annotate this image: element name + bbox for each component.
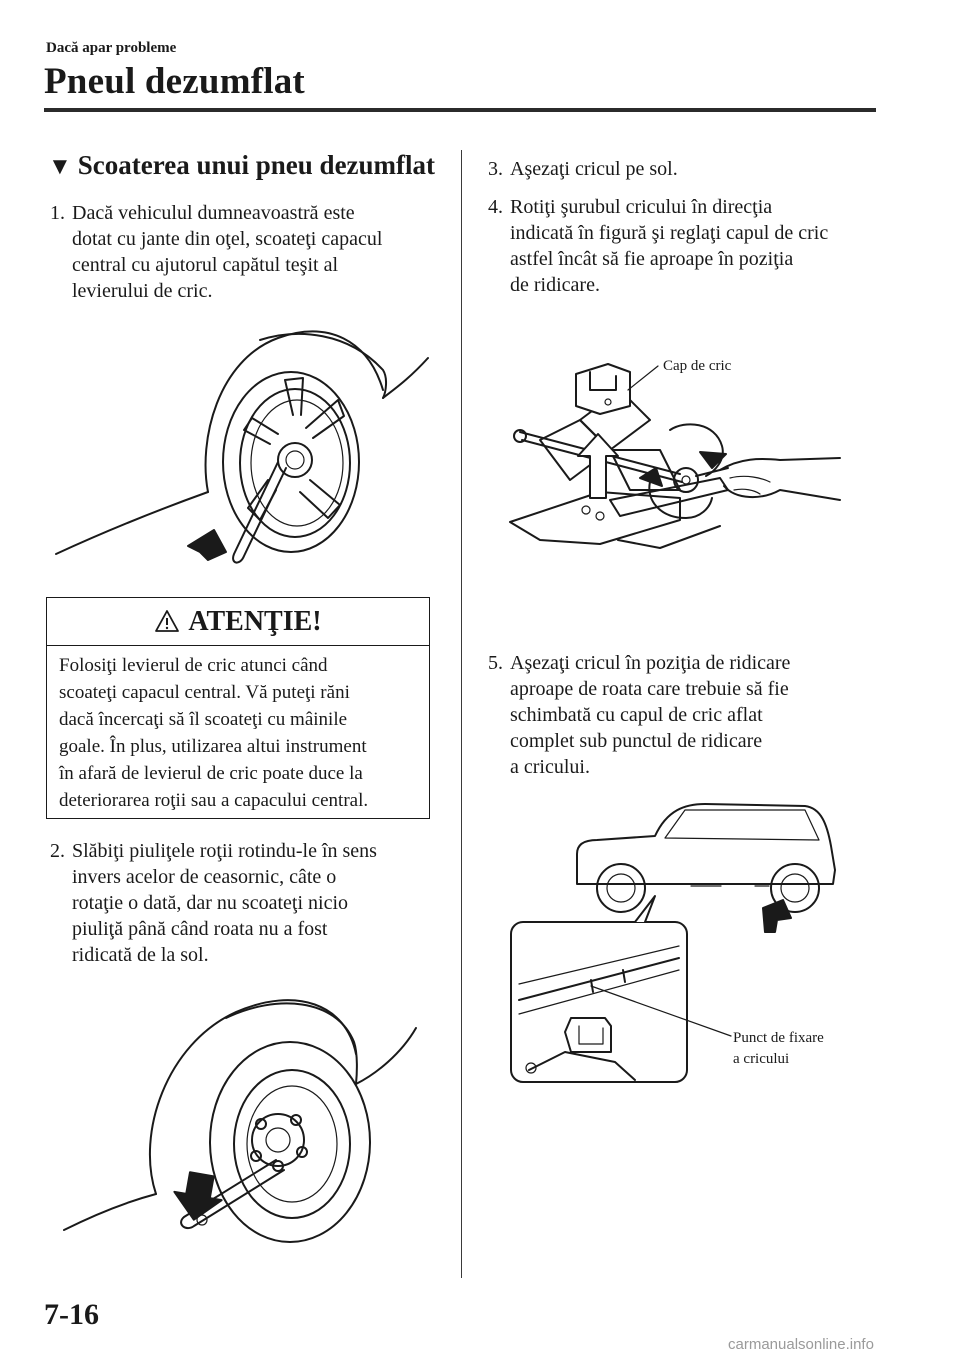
watermark: carmanualsonline.info xyxy=(728,1336,874,1353)
jack-head-callout: Cap de cric xyxy=(663,358,732,374)
hubcap-removal-illustration xyxy=(48,320,438,580)
step-text: Rotiţi şurubul cricului în direcţia indicată în figură şi reglaţi capul de cric astfel încât să fie aproape în poziţia de ridicare. xyxy=(510,196,829,296)
step-number: 3. xyxy=(488,158,503,180)
step-number: 2. xyxy=(50,840,65,862)
page-number: 7-16 xyxy=(44,1298,99,1331)
scissor-jack-illustration xyxy=(500,350,860,570)
warning-text: Folosiţi levierul de cric atunci când scoateţi capacul central. Vă puteţi răni dacă încercaţi să îl scoateţi cu mâinile goale. În plus, utilizarea altui instrument în afară de levierul de cric poate duce la deteriorarea roţii sau a capacului central. xyxy=(59,655,369,811)
step-4 xyxy=(488,194,888,304)
step-2 xyxy=(50,838,450,973)
step-3 xyxy=(488,156,888,184)
step-number: 4. xyxy=(488,196,503,218)
step-text: Dacă vehiculul dumneavoastră este dotat cu jante din oţel, scoateţi capacul central cu ajutorul capătul teşit al levierului de cric. xyxy=(72,202,383,302)
triangle-marker-icon: ▼ xyxy=(48,154,72,180)
section-heading-text: Scoaterea unui pneu dezumflat xyxy=(77,150,436,180)
page-title: Pneul dezumflat xyxy=(44,61,305,102)
step-text: Aşezaţi cricul pe sol. xyxy=(510,158,678,180)
step-text: Slăbiţi piuliţele roţii rotindu-le în sens invers acelor de ceasornic, câte o rotaţie o dată, dar nu scoateţi nicio piuliţă până când roata nu a fost ridicată de la sol. xyxy=(72,840,377,966)
section-label: Dacă apar probleme xyxy=(46,40,177,56)
step-text: Aşezaţi cricul în poziţia de ridicare aproape de roata care trebuie să fie schimbată cu capul de cric aflat complet sub punctul de ridicare a cricului. xyxy=(510,652,791,778)
title-rule xyxy=(44,108,876,112)
warning-box xyxy=(46,597,430,819)
section-heading xyxy=(48,150,435,181)
warning-title: ATENŢIE! xyxy=(188,606,322,637)
column-divider xyxy=(461,150,462,1278)
step-number: 1. xyxy=(50,202,65,224)
step-1 xyxy=(50,200,450,310)
step-5 xyxy=(488,650,888,785)
warning-triangle-icon xyxy=(154,609,180,633)
loosen-lug-nuts-illustration xyxy=(56,984,426,1246)
jack-point-callout: Punct de fixare a cricului xyxy=(733,1030,824,1067)
step-number: 5. xyxy=(488,652,503,674)
warning-header xyxy=(47,598,429,646)
